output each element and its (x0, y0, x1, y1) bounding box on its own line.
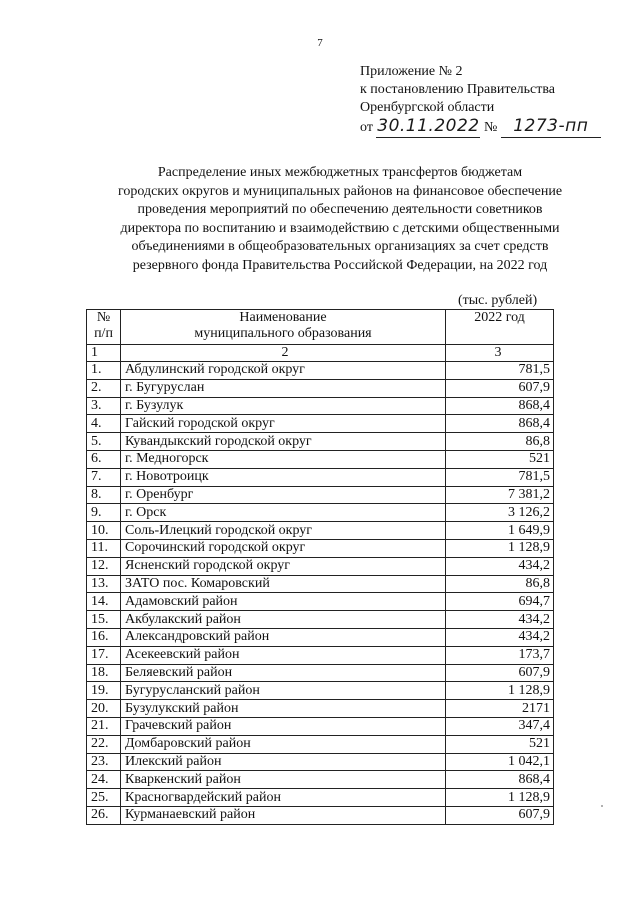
municipality-name: Курманаевский район (121, 806, 446, 824)
municipality-name: Ясненский городской округ (121, 557, 446, 575)
table-row (87, 806, 554, 824)
title-line: объединениями в общеобразовательных организациях за счет средств (131, 239, 549, 254)
title-line: городских округов и муниципальных районов на финансовое обеспечение (117, 183, 563, 199)
title-line: Распределение иных межбюджетных трансфертов бюджетам (157, 165, 523, 180)
amount-value: 1 042,1 (446, 753, 554, 771)
appendix-date-number-line (360, 117, 601, 138)
municipality-name: ЗАТО пос. Комаровский (121, 575, 446, 593)
table-row (87, 735, 554, 753)
row-number: 12. (87, 557, 121, 575)
municipality-name: г. Медногорск (121, 450, 446, 468)
table-row (87, 611, 554, 629)
table-row (87, 664, 554, 682)
row-number: 26. (87, 806, 121, 824)
row-number: 25. (87, 789, 121, 807)
municipality-name: Красногвардейский район (121, 789, 446, 807)
header-name (121, 310, 446, 345)
amount-value: 694,7 (446, 593, 554, 611)
table-row (87, 717, 554, 735)
table-row (87, 557, 554, 575)
municipality-name: г. Новотроицк (121, 468, 446, 486)
municipality-name: Акбулакский район (121, 611, 446, 629)
header-name-line1: Наименование (239, 310, 327, 325)
amount-value: 434,2 (446, 628, 554, 646)
row-number: 7. (87, 468, 121, 486)
amount-value: 86,8 (446, 433, 554, 451)
table-row (87, 379, 554, 397)
row-number: 22. (87, 735, 121, 753)
row-number: 11. (87, 539, 121, 557)
amount-value: 434,2 (446, 611, 554, 629)
row-number: 10. (87, 522, 121, 540)
header-number (87, 310, 121, 345)
municipality-name: Беляевский район (121, 664, 446, 682)
header-year (446, 310, 554, 345)
amount-value: 434,2 (446, 557, 554, 575)
municipality-name: Бугурусланский район (121, 682, 446, 700)
table-row (87, 771, 554, 789)
distribution-table (86, 309, 554, 825)
decree-date (376, 117, 480, 138)
units-label: (тыс. рублей) (458, 293, 538, 308)
table-row (87, 539, 554, 557)
municipality-name: Гайский городской округ (121, 415, 446, 433)
table-row (87, 504, 554, 522)
amount-value: 607,9 (446, 664, 554, 682)
amount-value: 781,5 (446, 362, 554, 380)
table-row (87, 789, 554, 807)
table-row (87, 646, 554, 664)
municipality-name: Сорочинский городской округ (121, 539, 446, 557)
table-row (87, 700, 554, 718)
row-number: 17. (87, 646, 121, 664)
table-row (87, 628, 554, 646)
municipality-name: Грачевский район (121, 717, 446, 735)
row-number: 13. (87, 575, 121, 593)
table-row (87, 575, 554, 593)
municipality-name: Бузулукский район (121, 700, 446, 718)
page-number: 7 (317, 37, 323, 49)
row-number: 4. (87, 415, 121, 433)
amount-value: 607,9 (446, 806, 554, 824)
municipality-name: Адамовский район (121, 593, 446, 611)
amount-value: 7 381,2 (446, 486, 554, 504)
municipality-name: Александровский район (121, 628, 446, 646)
row-number: 9. (87, 504, 121, 522)
row-number: 5. (87, 433, 121, 451)
table-row (87, 397, 554, 415)
amount-value: 521 (446, 735, 554, 753)
amount-value: 868,4 (446, 415, 554, 433)
table-row (87, 486, 554, 504)
number-prefix: № (483, 120, 498, 135)
amount-value: 86,8 (446, 575, 554, 593)
table-row (87, 362, 554, 380)
table-row (87, 593, 554, 611)
appendix-region-line: Оренбургской области (360, 100, 495, 115)
scan-artifact-dot (601, 805, 603, 807)
appendix-block (360, 63, 601, 138)
row-number: 24. (87, 771, 121, 789)
municipality-name: Илекский район (121, 753, 446, 771)
row-number: 20. (87, 700, 121, 718)
row-number: 16. (87, 628, 121, 646)
header-number-line1: № (96, 310, 111, 325)
municipality-name: г. Орск (121, 504, 446, 522)
header-name-line2: муниципального образования (194, 326, 372, 341)
municipality-name: г. Бугуруслан (121, 379, 446, 397)
header-number-line2: п/п (94, 326, 113, 341)
table-row (87, 682, 554, 700)
row-number: 15. (87, 611, 121, 629)
municipality-name: Кувандыкский городской округ (121, 433, 446, 451)
table-row (87, 522, 554, 540)
table-row (87, 450, 554, 468)
row-number: 14. (87, 593, 121, 611)
amount-value: 607,9 (446, 379, 554, 397)
amount-value: 521 (446, 450, 554, 468)
amount-value: 1 128,9 (446, 539, 554, 557)
row-number: 1. (87, 362, 121, 380)
municipality-name: Кваркенский район (121, 771, 446, 789)
header-year-label: 2022 год (474, 310, 525, 325)
amount-value: 781,5 (446, 468, 554, 486)
decree-date-handwritten: 30.11.2022 (377, 116, 480, 136)
municipality-name: Соль-Илецкий городской округ (121, 522, 446, 540)
row-number: 19. (87, 682, 121, 700)
appendix-title: Приложение № 2 (360, 64, 463, 79)
row-number: 6. (87, 450, 121, 468)
table-row (87, 415, 554, 433)
amount-value: 868,4 (446, 397, 554, 415)
amount-value: 868,4 (446, 771, 554, 789)
column-number: 3 (446, 345, 554, 362)
table-header-row (87, 310, 554, 345)
title-line: директора по воспитанию и взаимодействию с детскими общественными (120, 220, 560, 236)
row-number: 23. (87, 753, 121, 771)
municipality-name: Домбаровский район (121, 735, 446, 753)
column-number: 1 (87, 345, 121, 362)
amount-value: 2171 (446, 700, 554, 718)
table-row (87, 753, 554, 771)
decree-number-handwritten: 1273-пп (513, 116, 589, 136)
row-number: 3. (87, 397, 121, 415)
amount-value: 1 128,9 (446, 789, 554, 807)
row-number: 18. (87, 664, 121, 682)
amount-value: 173,7 (446, 646, 554, 664)
document-title (60, 164, 620, 275)
amount-value: 1 649,9 (446, 522, 554, 540)
row-number: 2. (87, 379, 121, 397)
title-line: резервного фонда Правительства Российской Федерации, на 2022 год (132, 257, 548, 273)
row-number: 8. (87, 486, 121, 504)
column-numbers-row (87, 345, 554, 362)
amount-value: 1 128,9 (446, 682, 554, 700)
title-line: проведения мероприятий по обеспечению деятельности советников (137, 202, 543, 217)
from-prefix: от (360, 120, 373, 135)
municipality-name: г. Бузулук (121, 397, 446, 415)
row-number: 21. (87, 717, 121, 735)
municipality-name: Абдулинский городской округ (121, 362, 446, 380)
municipality-name: г. Оренбург (121, 486, 446, 504)
table-row (87, 433, 554, 451)
amount-value: 347,4 (446, 717, 554, 735)
appendix-decree-line: к постановлению Правительства (360, 82, 556, 97)
column-number: 2 (121, 345, 446, 362)
decree-number (501, 117, 601, 138)
municipality-name: Асекеевский район (121, 646, 446, 664)
table-row (87, 468, 554, 486)
amount-value: 3 126,2 (446, 504, 554, 522)
